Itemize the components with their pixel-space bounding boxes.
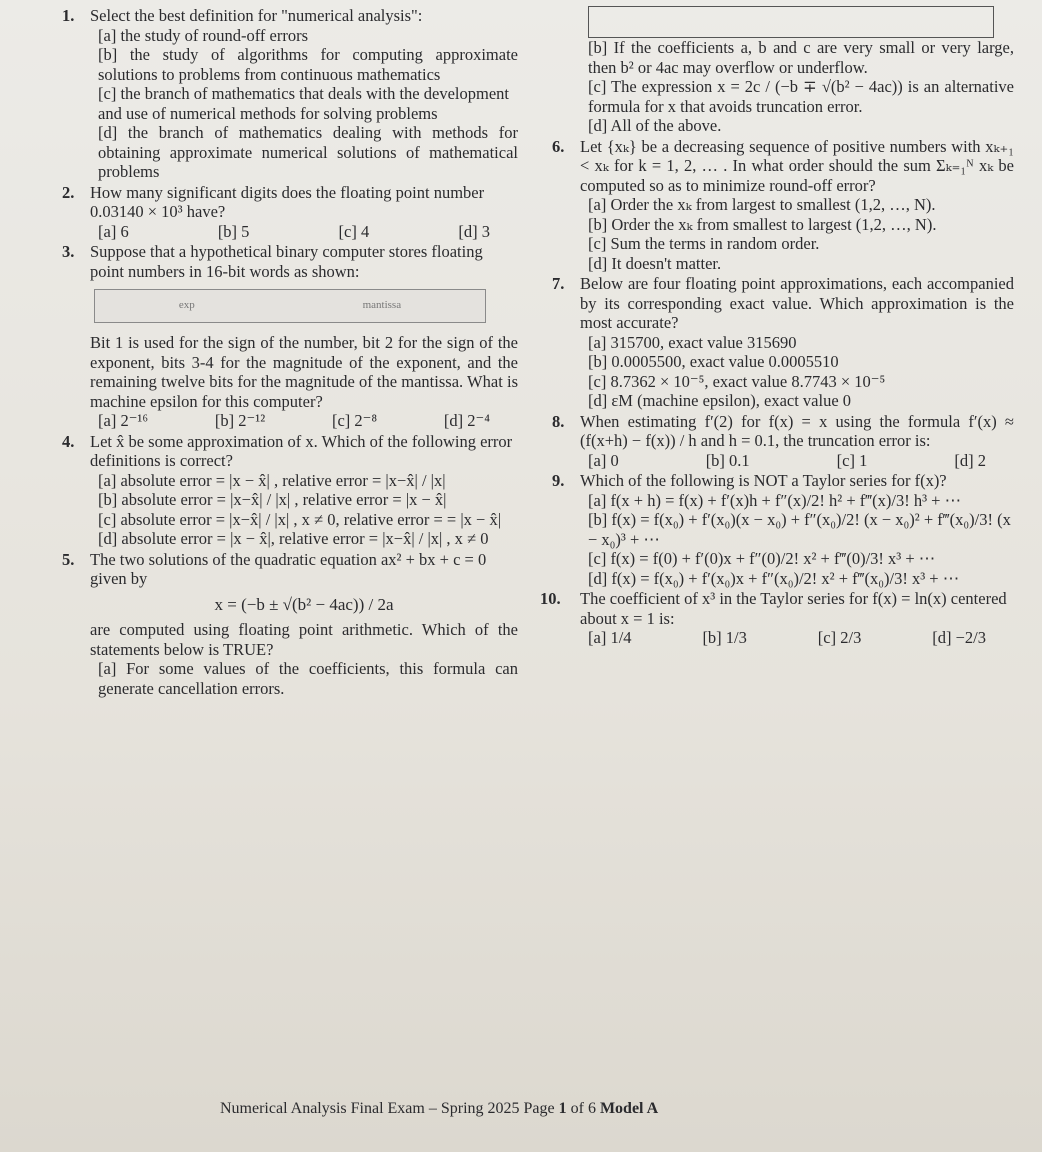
option-b: [b] 2⁻¹² <box>214 411 266 430</box>
diagram-mantissa-label: mantissa <box>362 299 402 312</box>
option-c: [c] the branch of mathematics that deals with the development and use of numerical methods for solving problems <box>98 84 509 123</box>
question-2 <box>58 183 518 242</box>
option-a: [a] 2⁻¹⁶ <box>98 411 149 430</box>
question-4 <box>58 432 518 549</box>
question-1 <box>58 6 518 182</box>
option-c: [c] 4 <box>338 221 370 241</box>
question-number: 9. <box>552 471 565 490</box>
diagram-exp-label: exp <box>178 299 195 312</box>
question-body: Bit 1 is used for the sign of the number, bit 2 for the sign of the exponent, bits 3-4 for the magnitude of the exponent, and the remaining twelve bits for the magnitude of the mantissa. What is machine epsilon for this computer? <box>90 333 518 411</box>
option-b: [b] absolute error = |x−x̂| / |x| , relative error = |x − x̂| <box>98 490 447 509</box>
option-b: [b] 1/3 <box>702 628 747 647</box>
option-a: [a] Order the xₖ from largest to smallest (1,2, …, N). <box>588 195 936 214</box>
question-stem: Let x̂ be some approximation of x. Which of the following error definitions is correct? <box>90 431 513 470</box>
option-a: [a] 315700, exact value 315690 <box>588 332 797 352</box>
question-stem: Which of the following is NOT a Taylor series for f(x)? <box>580 471 947 490</box>
option-a: [a] f(x + h) = f(x) + f′(x)h + f″(x)/2! h² + f‴(x)/3! h³ + ⋯ <box>588 490 962 510</box>
option-a: [a] 1/4 <box>588 628 632 647</box>
options-row <box>580 628 1014 648</box>
option-b: [b] the study of algorithms for computing approximate solutions to problems from continuous mathematics <box>98 45 518 84</box>
option-b: [b] 0.0005500, exact value 0.0005510 <box>588 352 839 371</box>
question-8 <box>548 412 1014 471</box>
question-number: 2. <box>62 182 75 202</box>
question-stem: When estimating f′(2) for f(x) = x using the formula f′(x) ≈ (f(x+h) − f(x)) / h and h = 0.1, the truncation error is: <box>580 411 1014 450</box>
option-c: [c] absolute error = |x−x̂| / |x| , x ≠ 0, relative error = = |x − x̂| <box>98 509 501 529</box>
question-number: 8. <box>552 411 565 431</box>
question-number: 3. <box>62 242 75 261</box>
option-d: [d] All of the above. <box>588 116 722 135</box>
question-10 <box>540 589 1014 648</box>
option-d: [d] f(x) = f(x₀) + f′(x₀)x + f″(x₀)/2! x² + f‴(x₀)/3! x³ + ⋯ <box>588 568 960 588</box>
option-d: [d] 2⁻⁴ <box>443 411 490 430</box>
question-stem: Suppose that a hypothetical binary computer stores floating point numbers in 16-bit words as shown: <box>90 242 483 281</box>
quadratic-formula: x = (−b ± √(b² − 4ac)) / 2a <box>214 594 394 614</box>
question-9 <box>548 471 1014 588</box>
option-a: [a] 0 <box>588 450 619 470</box>
option-a: [a] absolute error = |x − x̂| , relative error = |x−x̂| / |x| <box>98 470 446 490</box>
option-a: [a] 6 <box>98 221 129 241</box>
question-stem: How many significant digits does the floating point number 0.03140 × 10³ have? <box>90 182 485 221</box>
question-6 <box>548 137 1014 274</box>
question-number: 1. <box>62 6 75 25</box>
option-d: [d] 3 <box>458 221 490 241</box>
option-d: [d] 2 <box>954 450 986 470</box>
question-7 <box>548 274 1014 411</box>
footer-page-number: 1 <box>558 1100 567 1117</box>
option-a: [a] the study of round-off errors <box>98 25 309 45</box>
option-d: [d] εM (machine epsilon), exact value 0 <box>588 391 852 410</box>
answer-box <box>588 6 994 38</box>
question-stem: The coefficient of x³ in the Taylor series for f(x) = ln(x) centered about x = 1 is: <box>580 589 1007 628</box>
option-c: [c] 2/3 <box>817 628 862 647</box>
option-c: [c] 8.7362 × 10⁻⁵, exact value 8.7743 × 10⁻⁵ <box>588 371 886 391</box>
option-b: [b] If the coefficients a, b and c are very small or very large, then b² or 4ac may overflow or underflow. <box>588 38 1014 77</box>
question-5 <box>58 550 518 699</box>
question-body: are computed using floating point arithmetic. Which of the statements below is TRUE? <box>90 620 518 659</box>
page-footer <box>220 1100 820 1118</box>
options-row <box>580 451 1014 471</box>
option-b: [b] 0.1 <box>705 450 750 470</box>
question-number: 5. <box>62 549 75 569</box>
question-number: 6. <box>552 136 565 156</box>
option-c: [c] f(x) = f(0) + f′(0)x + f″(0)/2! x² + f‴(0)/3! x³ + ⋯ <box>588 549 936 568</box>
footer-page-total: of 6 <box>570 1100 596 1117</box>
question-5-continued <box>548 38 1014 136</box>
option-d: [d] the branch of mathematics dealing with methods for obtaining approximate numerical solutions of mathematical problems <box>98 123 518 181</box>
question-number: 10. <box>540 589 561 608</box>
option-c: [c] The expression x = 2c / (−b ∓ √(b² − 4ac)) is an alternative formula for x that avoids truncation error. <box>588 77 1014 116</box>
option-b: [b] 5 <box>217 221 250 241</box>
option-d: [d] −2/3 <box>932 628 986 647</box>
question-number: 4. <box>62 431 75 451</box>
option-c: [c] 2⁻⁸ <box>331 411 378 430</box>
question-stem: Let {xₖ} be a decreasing sequence of positive numbers with xₖ₊₁ < xₖ for k = 1, 2, … . In what order should the sum Σₖ₌₁ᴺ xₖ be computed so as to minimize round-off error? <box>580 136 1014 195</box>
option-d: [d] It doesn't matter. <box>588 253 722 273</box>
left-column <box>58 6 518 699</box>
option-c: [c] 1 <box>836 450 868 470</box>
question-3 <box>58 242 518 431</box>
question-stem: Select the best definition for "numerical analysis": <box>90 6 423 25</box>
bit-layout-diagram <box>94 289 486 323</box>
options-row <box>90 222 518 242</box>
option-b: [b] Order the xₖ from smallest to largest (1,2, …, N). <box>588 214 937 234</box>
right-column <box>540 38 1014 649</box>
question-number: 7. <box>552 274 565 293</box>
option-a: [a] For some values of the coefficients, this formula can generate cancellation errors. <box>98 659 518 698</box>
option-d: [d] absolute error = |x − x̂|, relative error = |x−x̂| / |x| , x ≠ 0 <box>98 529 489 548</box>
option-c: [c] Sum the terms in random order. <box>588 234 820 253</box>
question-stem: Below are four floating point approximations, each accompanied by its corresponding exact value. Which approximation is the most accurate? <box>580 274 1014 332</box>
question-stem: The two solutions of the quadratic equation ax² + bx + c = 0 given by <box>90 549 487 588</box>
option-b: [b] f(x) = f(x₀) + f′(x₀)(x − x₀) + f″(x₀)/2! (x − x₀)² + f‴(x₀)/3! (x − x₀)³ + ⋯ <box>588 510 1011 549</box>
footer-text: Numerical Analysis Final Exam – Spring 2025 Page <box>220 1100 555 1117</box>
footer-model: Model A <box>599 1100 659 1117</box>
options-row <box>90 411 518 431</box>
